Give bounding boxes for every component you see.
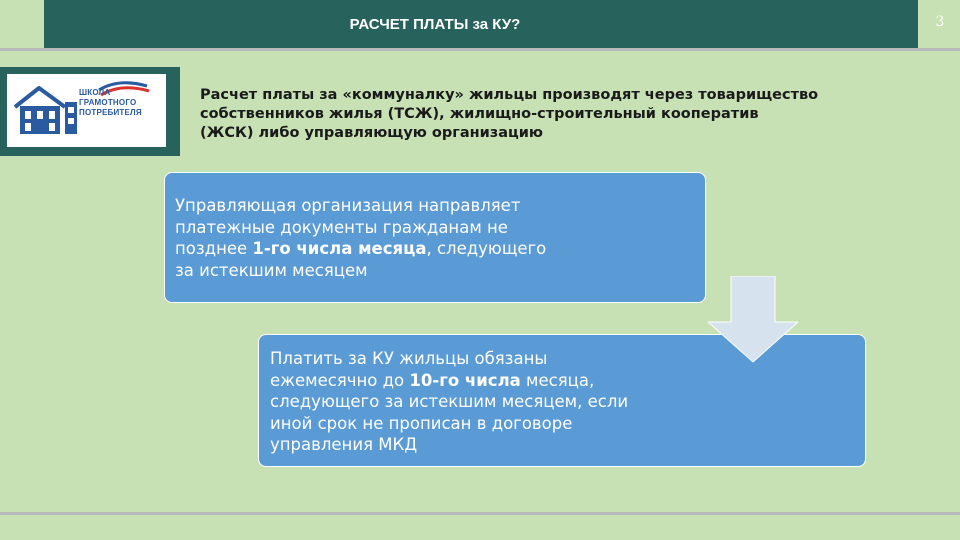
box2-line: управления МКД xyxy=(270,435,418,454)
logo-line: ГРАМОТНОГО xyxy=(79,98,137,107)
box2-line: следующего за истекшим месяцем, если xyxy=(270,392,629,411)
logo-frame xyxy=(0,67,180,156)
down-arrow-icon xyxy=(708,276,798,364)
box1-deadline: 1-го числа месяца xyxy=(252,239,427,258)
box2-line xyxy=(270,370,855,392)
box2-text: ежемесячно до xyxy=(270,370,410,390)
bottom-divider xyxy=(0,512,960,515)
box1-line: Управляющая организация направляет xyxy=(175,196,521,215)
box2-deadline: 10-го числа xyxy=(409,370,521,390)
box1-text: позднее xyxy=(175,239,253,258)
top-divider xyxy=(0,48,960,51)
logo-text xyxy=(79,88,159,118)
box1-text: , следующего xyxy=(426,239,547,258)
slide-title: РАСЧЕТ ПЛАТЫ за КУ? xyxy=(349,15,521,33)
page-number: 3 xyxy=(935,14,945,30)
box2-text: месяца, xyxy=(520,370,595,390)
box1-line: платежные документы гражданам не xyxy=(175,217,508,237)
box2-line: Платить за КУ жильцы обязаны xyxy=(270,349,548,368)
title-bar xyxy=(44,0,918,48)
box1-line: за истекшим месяцем xyxy=(175,260,368,280)
intro-line: собственников жилья (ТСЖ), жилищно-строительный кооператив xyxy=(200,106,759,122)
intro-text xyxy=(200,86,900,143)
logo-line: ШКОЛА xyxy=(79,88,111,97)
management-company-box xyxy=(164,172,706,303)
logo xyxy=(7,74,166,147)
intro-line: (ЖСК) либо управляющую организацию xyxy=(200,125,544,141)
logo-line: ПОТРЕБИТЕЛЯ xyxy=(79,108,142,117)
box1-line xyxy=(175,238,695,260)
intro-line: Расчет платы за «коммуналку» жильцы производят через товарищество xyxy=(200,87,819,103)
box2-line: иной срок не прописан в договоре xyxy=(270,413,573,433)
